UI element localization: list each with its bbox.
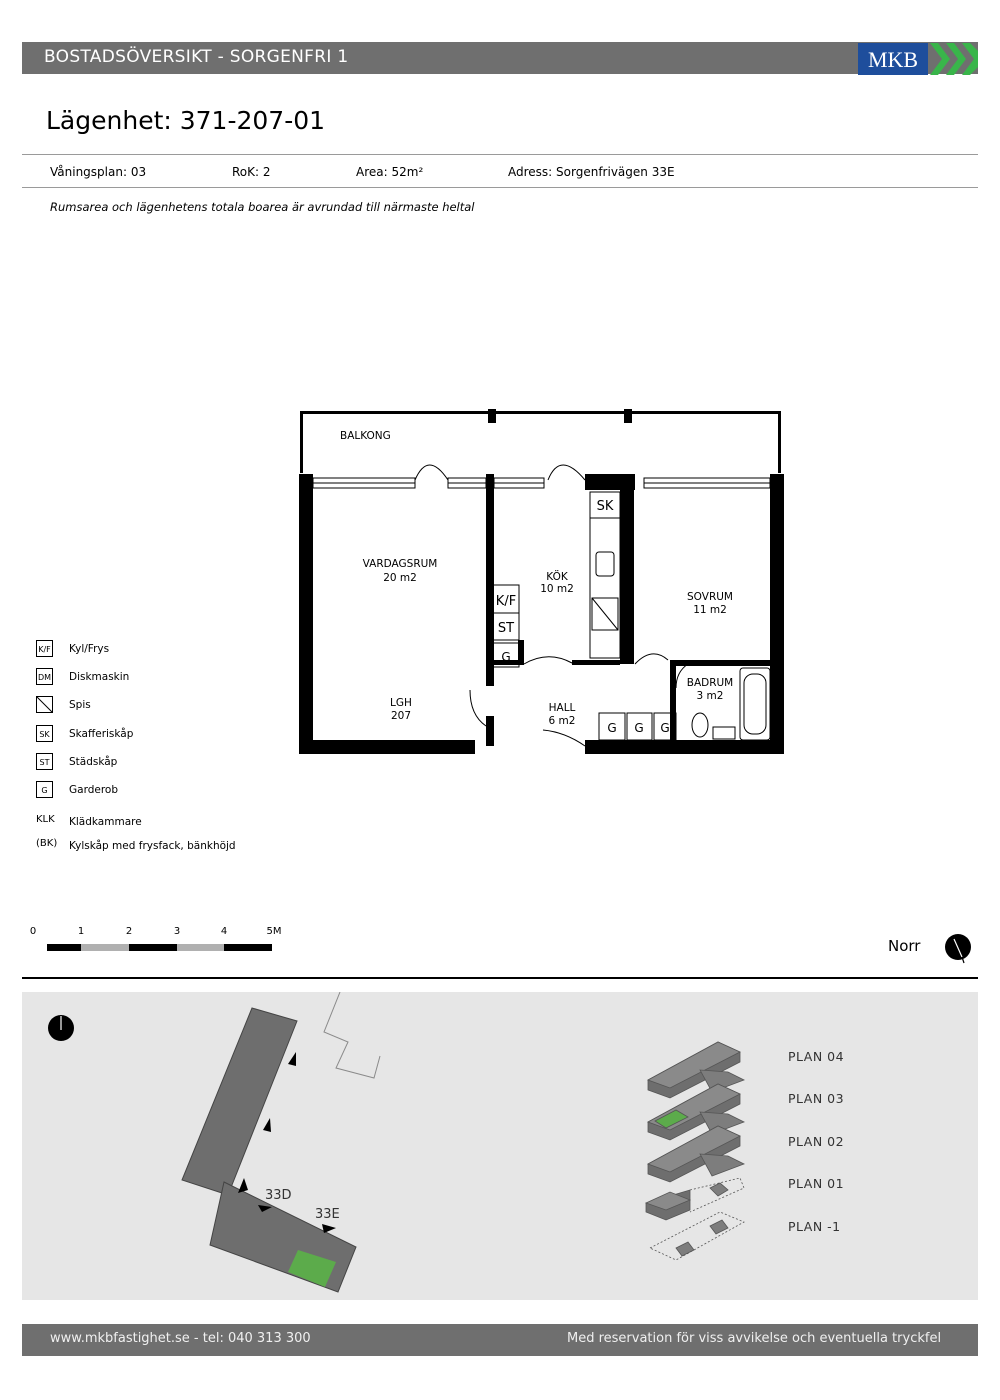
level-label-03: PLAN 03 xyxy=(788,1091,845,1106)
section-rule xyxy=(22,977,978,979)
apartment-title-label: Lägenhet: xyxy=(46,106,172,135)
level-stack xyxy=(646,1042,744,1260)
hall-area: 6 m2 xyxy=(548,715,576,727)
living-room-label: VARDAGSRUM xyxy=(362,558,438,570)
scale-tick-3: 3 xyxy=(173,926,181,937)
stove-icon xyxy=(36,696,53,713)
legend-item-spis: Spis xyxy=(36,696,53,716)
kf-label: K/F xyxy=(495,594,517,609)
site-north-icon xyxy=(48,1015,74,1041)
g-label-4: G xyxy=(660,721,670,735)
scale-tick-2: 2 xyxy=(125,926,133,937)
fixtures xyxy=(470,492,770,746)
legend-item-klk: KLK Klädkammare xyxy=(36,814,142,828)
st-label: ST xyxy=(497,621,515,636)
info-rule-top xyxy=(22,154,978,155)
footer-disclaimer: Med reservation för viss avvikelse och eventuella tryckfel xyxy=(567,1331,942,1346)
neighbor-building xyxy=(324,992,380,1078)
balcony xyxy=(300,409,781,473)
balcony-label: BALKONG xyxy=(340,430,391,442)
legend-item-bk: (BK) Kylskåp med frysfack, bänkhöjd xyxy=(36,838,236,852)
floor-plan xyxy=(280,395,800,785)
area-note: Rumsarea och lägenhetens totala boarea är avrundad till närmaste heltal xyxy=(50,200,475,214)
level-01 xyxy=(646,1178,744,1220)
area-info: Area: 52m² xyxy=(356,165,424,179)
apt-number: 207 xyxy=(390,710,412,722)
apartment-title xyxy=(46,106,325,135)
fixture-labels xyxy=(496,499,670,735)
living-room-area: 20 m2 xyxy=(383,572,417,584)
north-arrow-icon xyxy=(940,929,976,965)
sk-label: SK xyxy=(596,499,614,514)
bedroom-label: SOVRUM xyxy=(687,591,733,603)
scale-tick-5: 5M xyxy=(266,926,282,937)
level-label-01: PLAN 01 xyxy=(788,1176,845,1191)
scale-bar xyxy=(28,922,298,958)
g-label-3: G xyxy=(634,721,644,735)
bathroom-area: 3 m2 xyxy=(696,690,724,702)
building-north xyxy=(182,1008,297,1195)
g-label-2: G xyxy=(607,721,617,735)
level-label-02: PLAN 02 xyxy=(788,1134,845,1149)
g-label-1: G xyxy=(501,650,511,664)
address-info: Adress: Sorgenfrivägen 33E xyxy=(508,165,675,179)
bathroom-label: BADRUM xyxy=(686,677,734,689)
apt-label: LGH xyxy=(390,697,412,709)
scale-tick-1: 1 xyxy=(77,926,85,937)
footer-contact: www.mkbfastighet.se - tel: 040 313 300 xyxy=(50,1331,311,1346)
legend-item-st: ST Städskåp xyxy=(36,753,53,773)
kitchen-label: KÖK xyxy=(546,571,568,583)
legend-item-dm: DM Diskmaskin xyxy=(36,668,53,688)
header-title: BOSTADSÖVERSIKT - SORGENFRI 1 xyxy=(44,47,349,67)
rok-info: RoK: 2 xyxy=(232,165,271,179)
hall-label: HALL xyxy=(548,702,576,714)
info-rule-bottom xyxy=(22,187,978,188)
kitchen-area: 10 m2 xyxy=(540,583,574,595)
mkb-logo xyxy=(858,43,978,75)
floor-info: Våningsplan: 03 xyxy=(50,165,147,179)
north-label: Norr xyxy=(888,937,921,955)
bedroom-area: 11 m2 xyxy=(693,604,727,616)
scale-tick-0: 0 xyxy=(29,926,37,937)
legend-item-kf: K/F Kyl/Frys xyxy=(36,640,53,660)
svg-text:MKB: MKB xyxy=(867,47,919,72)
level-label-minus1: PLAN -1 xyxy=(788,1219,841,1234)
windows xyxy=(313,465,770,488)
legend-item-g: G Garderob xyxy=(36,781,53,801)
level-label-04: PLAN 04 xyxy=(788,1049,845,1064)
apartment-number: 371-207-01 xyxy=(179,106,326,135)
scale-tick-4: 4 xyxy=(220,926,228,937)
entrance-33d-label: 33D xyxy=(265,1188,292,1203)
room-labels xyxy=(363,558,734,727)
legend-item-sk: SK Skafferiskåp xyxy=(36,725,53,745)
entrance-33e-label: 33E xyxy=(315,1207,340,1222)
